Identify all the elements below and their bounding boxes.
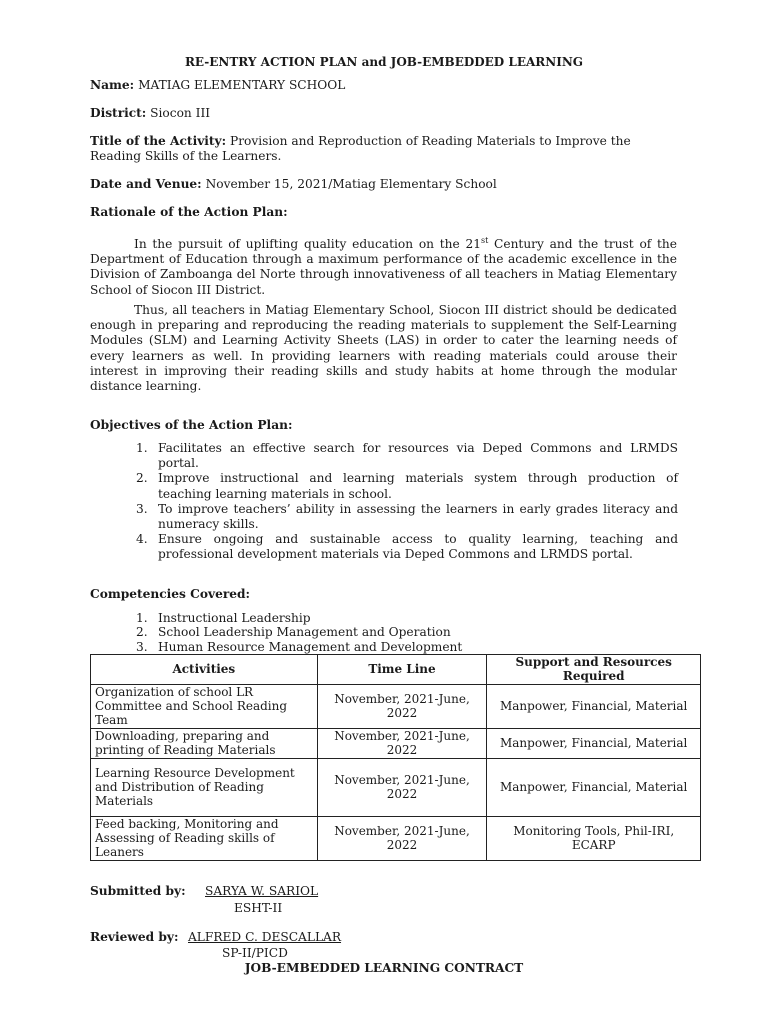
table-cell-activity: Feed backing, Monitoring and Assessing of Reading skills of Leaners	[91, 816, 318, 860]
name-value: MATIAG ELEMENTARY SCHOOL	[138, 78, 346, 92]
rationale-paragraph-1	[90, 233, 677, 298]
objective-item: 3. To improve teachers’ ability in assessing the learners in early grades literacy and numeracy skills.	[136, 501, 678, 532]
activity-title-value: Provision and Reproduction of Reading Materials to Improve the Reading Skills of the Learners.	[90, 134, 631, 163]
objective-item: 2. Improve instructional and learning materials system through production of teaching learning materials in school.	[136, 471, 678, 501]
table-cell-activity: Learning Resource Development and Distribution of Reading Materials	[91, 758, 318, 816]
activity-title-label: Title of the Activity:	[90, 134, 227, 148]
district-label: District:	[90, 106, 147, 120]
table-cell-timeline: November, 2021-June, 2022	[317, 758, 487, 816]
rationale-p1-end: Century and the trust of the Department of Education through a maximum performance of the academic excellence in the Division of Zamboanga del Norte through innovativeness of all teachers in Matiag Elementary School of Siocon III District.	[90, 237, 677, 297]
rationale-p1-start: In the pursuit of uplifting quality education on the 21	[134, 237, 481, 252]
reviewed-by-position: SP-II/PICD	[222, 946, 288, 960]
table-cell-activity: Organization of school LR Committee and School Reading Team	[91, 684, 318, 728]
table-row	[91, 816, 701, 860]
competency-item: 1. Instructional Leadership	[136, 611, 311, 625]
competencies-list	[136, 611, 678, 654]
reviewed-by-name: ALFRED C. DESCALLAR	[188, 930, 342, 944]
table-header-activities: Activities	[91, 655, 318, 685]
reviewed-by-label: Reviewed by:	[90, 930, 179, 944]
footer-title: JOB-EMBEDDED LEARNING CONTRACT	[244, 961, 524, 975]
table-cell-support: Manpower, Financial, Material	[487, 684, 701, 728]
submitted-by-label: Submitted by:	[90, 884, 186, 898]
document-title: RE-ENTRY ACTION PLAN and JOB-EMBEDDED LEARNING	[184, 55, 584, 69]
table-cell-timeline: November, 2021-June, 2022	[317, 684, 487, 728]
activity-title-block	[90, 134, 680, 164]
table-row	[91, 758, 701, 816]
district-value: Siocon III	[150, 106, 211, 120]
objectives-heading: Objectives of the Action Plan:	[90, 418, 293, 432]
rationale-paragraph-2: Thus, all teachers in Matiag Elementary School, Siocon III district should be dedicated enough in preparing and reproducing the reading materials to supplement the Self-Learning Modules (SLM) and Learning Activity Sheets (LAS) in order to cater the learning needs of every learners as well. In providing learners with reading materials could arouse their interest in improving their reading skills and study habits at home through the modular distance learning.	[90, 303, 677, 394]
competencies-heading: Competencies Covered:	[90, 587, 251, 601]
objective-item: 4. Ensure ongoing and sustainable access to quality learning, teaching and professional development materials via Deped Commons and LRMDS portal.	[136, 532, 678, 562]
activities-table	[90, 654, 701, 861]
district-line	[90, 106, 210, 120]
objective-item: 1. Facilitates an effective search for resources via Deped Commons and LRMDS portal.	[136, 441, 678, 471]
rationale-p1-superscript: st	[480, 236, 489, 245]
table-cell-timeline: November, 2021-June, 2022	[317, 728, 487, 758]
name-label: Name:	[90, 78, 135, 92]
submitted-by-position: ESHT-II	[234, 901, 283, 915]
table-cell-activity: Downloading, preparing and printing of Reading Materials	[91, 728, 318, 758]
rationale-heading: Rationale of the Action Plan:	[90, 205, 288, 219]
table-header-row	[91, 655, 701, 685]
table-header-timeline: Time Line	[317, 655, 487, 685]
name-line	[90, 78, 345, 92]
date-venue-line	[90, 177, 497, 191]
date-venue-label: Date and Venue:	[90, 177, 202, 191]
objectives-list	[136, 441, 678, 563]
table-row	[91, 684, 701, 728]
submitted-by-name: SARYA W. SARIOL	[205, 884, 319, 898]
competency-item: 3. Human Resource Management and Development	[136, 639, 463, 654]
date-venue-value: November 15, 2021/Matiag Elementary School	[205, 177, 497, 191]
table-cell-support: Monitoring Tools, Phil-IRI, ECARP	[487, 816, 701, 860]
competency-item: 2. School Leadership Management and Operation	[136, 625, 451, 640]
table-cell-support: Manpower, Financial, Material	[487, 728, 701, 758]
table-cell-timeline: November, 2021-June, 2022	[317, 816, 487, 860]
table-header-support: Support and Resources Required	[487, 655, 701, 685]
table-row	[91, 728, 701, 758]
table-cell-support: Manpower, Financial, Material	[487, 758, 701, 816]
